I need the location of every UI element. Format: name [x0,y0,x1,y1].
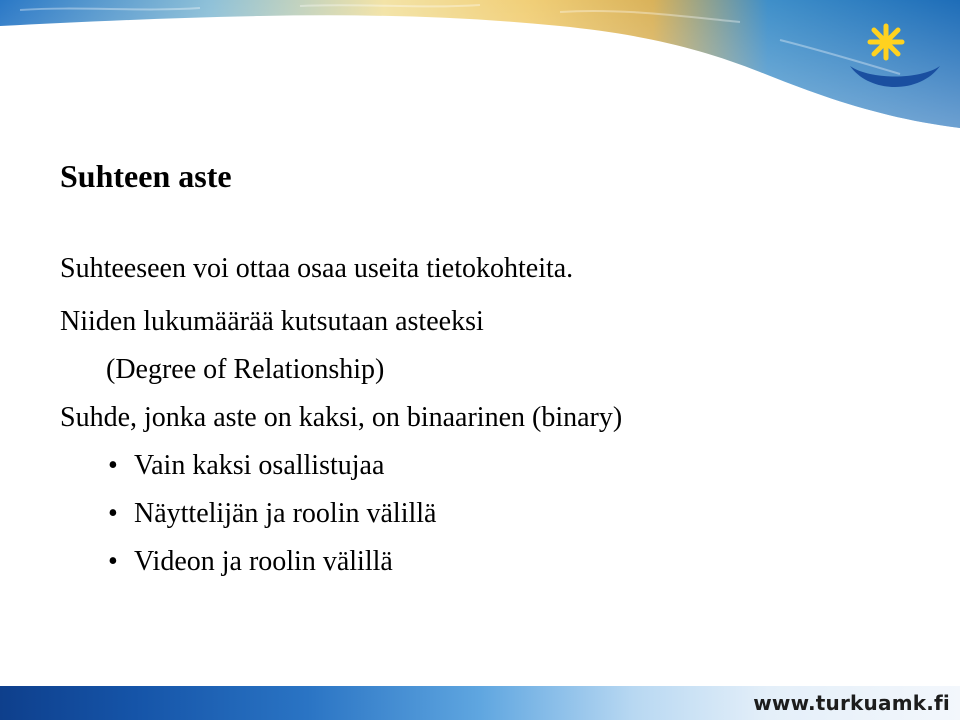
bullet-item [108,500,436,528]
body-line: Niiden lukumäärää kutsutaan asteeksi [60,306,484,337]
turku-amk-logo-icon [840,14,950,100]
bullet-item [108,548,393,576]
header-banner-image [0,0,960,140]
footer-url: www.turkuamk.fi [753,691,950,715]
body-line: Suhde, jonka aste on kaksi, on binaarinen (binary) [60,402,623,433]
body-line: Suhteeseen voi ottaa osaa useita tietokohteita. [60,253,574,284]
bullet-icon: • [108,546,118,577]
body-line-indented: (Degree of Relationship) [106,354,385,385]
bullet-icon: • [108,498,118,529]
bullet-text: Videon ja roolin välillä [134,546,393,577]
bullet-icon: • [108,450,118,481]
bullet-text: Näyttelijän ja roolin välillä [134,498,437,529]
bullet-item [108,452,384,480]
footer-strip [0,686,960,720]
slide-title: Suhteen aste [60,158,232,194]
bullet-text: Vain kaksi osallistujaa [134,450,385,481]
